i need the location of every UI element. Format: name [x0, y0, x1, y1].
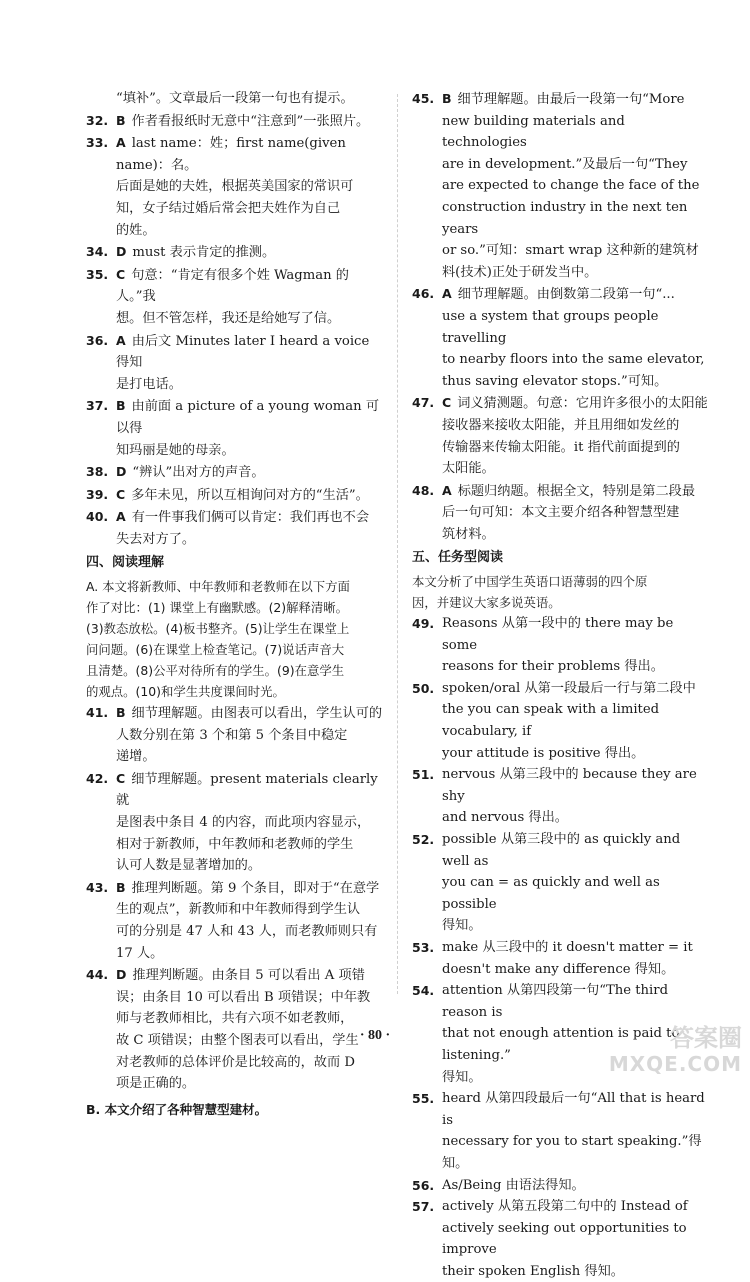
item-number: 57.	[412, 1199, 435, 1215]
item-answer: B	[116, 705, 126, 721]
explanation-line: the you can speak with a limited vocabulary, if	[442, 702, 660, 740]
explanation-line: 从第三段中的 because they are shy	[442, 767, 697, 804]
item-answer: C	[116, 486, 126, 502]
explanation-line: to nearby floors into the same elevator,	[442, 352, 705, 368]
answer-list-reading-b	[412, 88, 710, 545]
explanation-line: 由后文 Minutes later I heard a voice 得知	[116, 333, 370, 371]
answer-item-48	[412, 480, 710, 546]
passage-a-intro	[86, 576, 384, 702]
answer-item-52	[412, 829, 710, 937]
answer-list-task-reading	[412, 613, 710, 1282]
passage-b-intro: B. 本文介绍了各种智慧型建材。	[86, 1101, 268, 1117]
explanation-line: 料(技术)正处于研发当中。	[442, 264, 598, 280]
explanation-line: 的姓。	[116, 222, 156, 238]
explanation-line: 从第五段第二句中的 Instead of	[497, 1199, 688, 1215]
section-title-task-reading: 五、任务型阅读	[412, 550, 504, 566]
explanation-line: new building materials and technologies	[442, 113, 625, 151]
item-answer: spoken/oral	[442, 680, 521, 696]
explanation-line: 后一句可知：本文主要介绍各种智慧型建	[442, 505, 680, 521]
item-number: 45.	[412, 91, 435, 106]
explanation-line: doesn't make any difference 得知。	[442, 961, 675, 977]
explanation-line: “辨认”出对方的声音。	[132, 465, 265, 481]
intro-line: 本文分析了中国学生英语口语薄弱的四个原	[412, 574, 648, 590]
answer-item-51	[412, 764, 710, 829]
answer-item-53	[412, 937, 710, 980]
intro-line: 问问题。(6)在课堂上检查笔记。(7)说话声音大	[86, 642, 345, 658]
explanation-line: reasons for their problems 得出。	[442, 659, 664, 675]
explanation-line: must 表示肯定的推测。	[132, 245, 276, 261]
watermark-logo	[609, 1025, 742, 1077]
item-number: 47.	[412, 395, 435, 411]
intro-line: 作了对比：(1) 课堂上有幽默感。(2)解释清晰。	[86, 600, 349, 616]
explanation-line: 细节理解题。由图表可以看出，学生认可的	[131, 706, 383, 722]
answer-item-35	[86, 264, 384, 330]
item-answer: B	[116, 879, 126, 895]
answer-item-39	[86, 484, 384, 507]
explanation-line: 标题归纳题。根据全文，特别是第二段最	[457, 483, 696, 499]
answer-item-57	[412, 1196, 710, 1282]
item-number: 41.	[86, 705, 109, 721]
explanation-line: 细节理解题。由最后一段第一句“More	[457, 92, 685, 107]
answer-item-42	[86, 768, 384, 877]
explanation-line: last name：姓；first name(given name)：名。	[116, 136, 346, 173]
answer-item-37	[86, 395, 384, 461]
item-number: 36.	[86, 332, 109, 348]
page-number: · 80 ·	[359, 1028, 391, 1043]
explanation-line: 推理判断题。由条目 5 可以看出 A 项错	[132, 968, 365, 984]
explanation-line: you can = as quickly and well as possible	[442, 875, 660, 912]
item-answer: B	[116, 112, 126, 128]
item-number: 51.	[412, 767, 435, 783]
item-number: 42.	[86, 770, 109, 786]
item-answer: A	[116, 135, 126, 151]
explanation-line: 对老教师的总体评价是比较高的，故而 D	[116, 1054, 355, 1070]
explanation-line: 想。但不管怎样，我还是给她写了信。	[116, 310, 341, 326]
item-number: 55.	[412, 1091, 435, 1107]
item-answer: C	[116, 266, 126, 282]
explanation-line: 太阳能。	[442, 461, 495, 477]
item-number: 50.	[412, 680, 435, 696]
explanation-line: construction industry in the next ten years	[442, 199, 688, 237]
answer-item-55	[412, 1088, 710, 1174]
explanation-line: 多年未见，所以互相询问对方的“生活”。	[131, 487, 369, 503]
explanation-line: 传输器来传输太阳能。it 指代前面提到的	[442, 439, 680, 455]
item-answer: C	[116, 770, 126, 786]
item-answer: Reasons	[442, 616, 498, 632]
item-number: 40.	[86, 509, 109, 525]
answer-item-36	[86, 330, 384, 396]
answer-item-50	[412, 678, 710, 764]
answer-item-38	[86, 461, 384, 484]
explanation-line: 知玛丽是她的母亲。	[116, 442, 235, 458]
explanation-line: necessary for you to start speaking.”得知。	[442, 1134, 702, 1171]
explanation-line: 项是正确的。	[116, 1076, 196, 1092]
explanation-line: 有一件事我们俩可以肯定：我们再也不会	[131, 510, 370, 526]
explanation-line: thus saving elevator stops.”可知。	[442, 373, 668, 389]
item-number: 54.	[412, 983, 435, 999]
explanation-line: 接收器来接收太阳能，并且用细如发丝的	[442, 417, 680, 433]
item-answer: C	[442, 395, 452, 411]
item-answer: heard	[442, 1091, 481, 1107]
task-reading-intro	[412, 571, 710, 613]
watermark-domain: MXQE.COM	[608, 1052, 742, 1076]
item-answer: B	[116, 398, 126, 414]
explanation-line: 从第一段最后一行与第二段中	[524, 680, 696, 696]
item-number: 39.	[86, 486, 109, 502]
item-number: 49.	[412, 616, 435, 632]
explanation-line: 相对于新教师，中年教师和老教师的学生	[116, 836, 354, 852]
explanation-line: 句意：“肯定有很多个姓 Wagman 的人。”我	[116, 267, 349, 305]
explanation-line: 从第四段最后一句“All that is heard is	[442, 1091, 705, 1128]
explanation-line: 从第一段中的 there may be some	[442, 616, 674, 653]
item-number: 53.	[412, 939, 435, 955]
explanation-line: 作者看报纸时无意中“注意到”一张照片。	[131, 113, 370, 129]
explanation-line: 细节理解题。present materials clearly 就	[116, 771, 378, 809]
explanation-line: their spoken English 得知。	[442, 1263, 624, 1279]
item-number: 46.	[412, 286, 435, 302]
explanation-line: 认可人数是显著增加的。	[116, 858, 262, 874]
intro-line: 的观点。(10)和学生共度课间时光。	[86, 684, 285, 700]
item-number: 34.	[86, 244, 109, 260]
explanation-line: 17 人。	[116, 945, 164, 961]
intro-line: (3)教态放松。(4)板书整齐。(5)让学生在课堂上	[86, 621, 350, 637]
explanation-line: 筑材料。	[442, 526, 495, 542]
explanation-line: 得知。	[442, 918, 482, 934]
explanation-line: 细节理解题。由倒数第二段第一句“...	[457, 287, 675, 303]
watermark-text: 答案圈	[670, 1024, 742, 1052]
answer-item-33	[86, 132, 384, 241]
item-number: 38.	[86, 464, 109, 480]
explanation-line: 得知。	[442, 1069, 482, 1085]
explanation-line: 词义猜测题。句意：它用许多很小的太阳能	[457, 396, 708, 412]
item-answer: actively	[442, 1199, 494, 1215]
item-number: 37.	[86, 398, 109, 414]
explanation-line: 知，女子结过婚后常会把夫姓作为自己	[116, 200, 341, 216]
explanation-line: 从第四段第一句“The third reason is	[442, 983, 669, 1020]
explanation-line: that not enough attention is paid to listening.”	[442, 1026, 680, 1063]
continued-text: “填补”。文章最后一段第一句也有提示。	[116, 91, 354, 106]
item-answer: A	[442, 482, 452, 498]
explanation-line: 失去对方了。	[116, 531, 196, 547]
explanation-line: 可的分别是 47 人和 43 人，而老教师则只有	[116, 924, 378, 939]
explanation-line: 从三段中的 it doesn't matter = it	[482, 939, 693, 955]
item-answer: D	[116, 464, 127, 480]
answer-item-47	[412, 392, 710, 479]
item-answer: make	[442, 939, 479, 955]
item-number: 43.	[86, 879, 109, 895]
section-title-reading: 四、阅读理解	[86, 555, 165, 571]
right-column	[412, 88, 710, 1282]
explanation-line: use a system that groups people travelling	[442, 308, 659, 346]
answer-item-45	[412, 88, 710, 283]
item-number: 52.	[412, 832, 435, 847]
explanation-line: 是打电话。	[116, 376, 182, 392]
answer-item-49	[412, 613, 710, 678]
item-number: 56.	[412, 1177, 435, 1193]
explanation-line: 生的观点”，新教师和中年教师得到学生认	[116, 902, 361, 918]
intro-line: 因，并建议大家多说英语。	[412, 595, 561, 611]
item-number: 32.	[86, 112, 109, 128]
intro-line: 且清楚。(8)公平对待所有的学生。(9)在意学生	[86, 663, 345, 679]
explanation-line: 递增。	[116, 749, 156, 765]
left-column	[86, 88, 384, 1120]
item-answer: A	[116, 332, 126, 348]
answer-item-41	[86, 702, 384, 768]
explanation-line: 师与老教师相比，共有六项不如老教师，	[116, 1011, 354, 1027]
answer-item-32	[86, 110, 384, 133]
item-answer: D	[116, 244, 127, 260]
explanation-line: 是图表中条目 4 的内容，而此项内容显示，	[116, 815, 371, 831]
explanation-line: 误；由条目 10 可以看出 B 项错误；中年教	[116, 989, 371, 1005]
answer-item-43	[86, 877, 384, 964]
item-number: 44.	[86, 967, 109, 983]
answer-item-40	[86, 506, 384, 550]
item-answer: A	[442, 286, 452, 302]
explanation-line: 故 C 项错误；由整个图表可以看出，学生	[116, 1032, 359, 1048]
column-divider	[397, 94, 398, 994]
item-number: 48.	[412, 482, 435, 498]
explanation-line: 由语法得知。	[505, 1177, 585, 1193]
answer-item-56	[412, 1175, 710, 1197]
explanation-line: actively seeking out opportunities to improve	[442, 1220, 687, 1258]
answer-item-46	[412, 283, 710, 392]
answer-list-cloze	[86, 110, 384, 551]
item-number: 35.	[86, 266, 109, 282]
explanation-line: 由前面 a picture of a young woman 可以得	[116, 399, 380, 436]
item-answer: B	[442, 91, 452, 106]
explanation-line: are expected to change the face of the	[442, 178, 700, 194]
answer-item-34	[86, 241, 384, 264]
explanation-line: and nervous 得出。	[442, 810, 568, 826]
item-answer: attention	[442, 983, 503, 999]
explanation-line: are in development.”及最后一句“They	[442, 156, 688, 172]
explanation-line: 人数分别在第 3 个和第 5 个条目中稳定	[116, 727, 348, 743]
explanation-line: 推理判断题。第 9 个条目，即对于“在意学	[131, 880, 380, 896]
explanation-line: 后面是她的夫姓，根据英美国家的常识可	[116, 179, 354, 195]
item-answer: A	[116, 509, 126, 525]
explanation-line: your attitude is positive 得出。	[442, 745, 645, 761]
explanation-line: 从第三段中的 as quickly and well as	[442, 832, 681, 869]
intro-line: A. 本文将新教师、中年教师和老教师在以下方面	[86, 579, 350, 595]
explanation-line: or so.”可知：smart wrap 这种新的建筑材	[442, 243, 699, 259]
item-answer: nervous	[442, 767, 496, 783]
item-answer: possible	[442, 832, 497, 847]
item-answer: As/Being	[442, 1177, 502, 1193]
item-number: 33.	[86, 135, 109, 151]
item-answer: D	[116, 967, 127, 983]
